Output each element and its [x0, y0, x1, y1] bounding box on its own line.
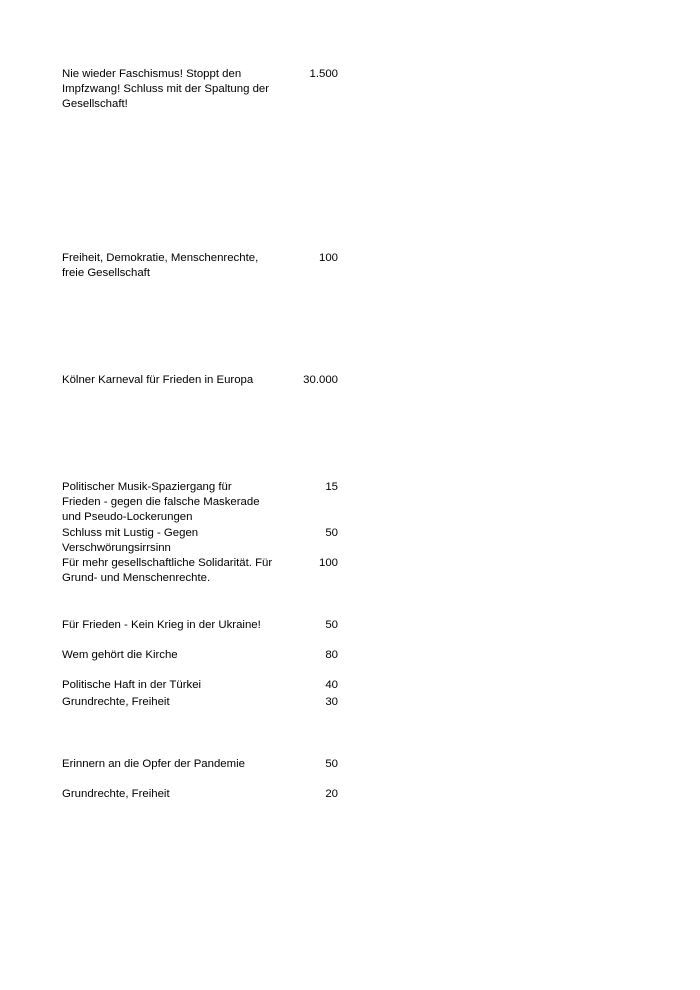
list-item: [62, 373, 338, 388]
list-item: [62, 556, 338, 586]
participant-count: 100: [318, 557, 338, 569]
participant-count: 100: [318, 252, 338, 264]
topic-text: Kölner Karneval für Frieden in Europa: [62, 374, 254, 386]
list-item: [62, 526, 338, 556]
topic-text: Politische Haft in der Türkei: [62, 679, 202, 691]
list-item: [62, 251, 338, 281]
topic-text: Grundrechte, Freiheit: [62, 788, 170, 800]
list-item: [62, 648, 338, 663]
participant-count: 30.000: [303, 374, 338, 386]
topic-text: Politischer Musik-Spaziergang für Frieden - gegen die falsche Maskerade und Pseudo-Lockerungen: [62, 481, 260, 523]
list-item: [62, 618, 338, 633]
list-item: [62, 480, 338, 525]
participant-count: 40: [325, 679, 338, 691]
list-item: [62, 757, 338, 772]
participant-count: 80: [325, 649, 338, 661]
topic-text: Für mehr gesellschaftliche Solidarität. Für Grund- und Menschenrechte.: [62, 557, 273, 584]
list-item: [62, 67, 338, 112]
topic-text: Schluss mit Lustig - Gegen Verschwörungsirrsinn: [62, 527, 199, 554]
list-item: [62, 678, 338, 693]
topic-text: Freiheit, Demokratie, Menschenrechte, freie Gesellschaft: [62, 252, 259, 279]
participant-count: 1.500: [309, 68, 338, 80]
list-item: [62, 695, 338, 710]
topic-text: Nie wieder Faschismus! Stoppt den Impfzwang! Schluss mit der Spaltung der Gesellschaft!: [62, 68, 270, 110]
topic-text: Wem gehört die Kirche: [62, 649, 178, 661]
list-item: [62, 787, 338, 802]
topic-text: Grundrechte, Freiheit: [62, 696, 170, 708]
participant-count: 50: [325, 758, 338, 770]
participant-count: 15: [325, 481, 338, 493]
participant-count: 20: [325, 788, 338, 800]
participant-count: 50: [325, 619, 338, 631]
participant-count: 30: [325, 696, 338, 708]
participant-count: 50: [325, 527, 338, 539]
topic-text: Erinnern an die Opfer der Pandemie: [62, 758, 245, 770]
topic-text: Für Frieden - Kein Krieg in der Ukraine!: [62, 619, 261, 631]
